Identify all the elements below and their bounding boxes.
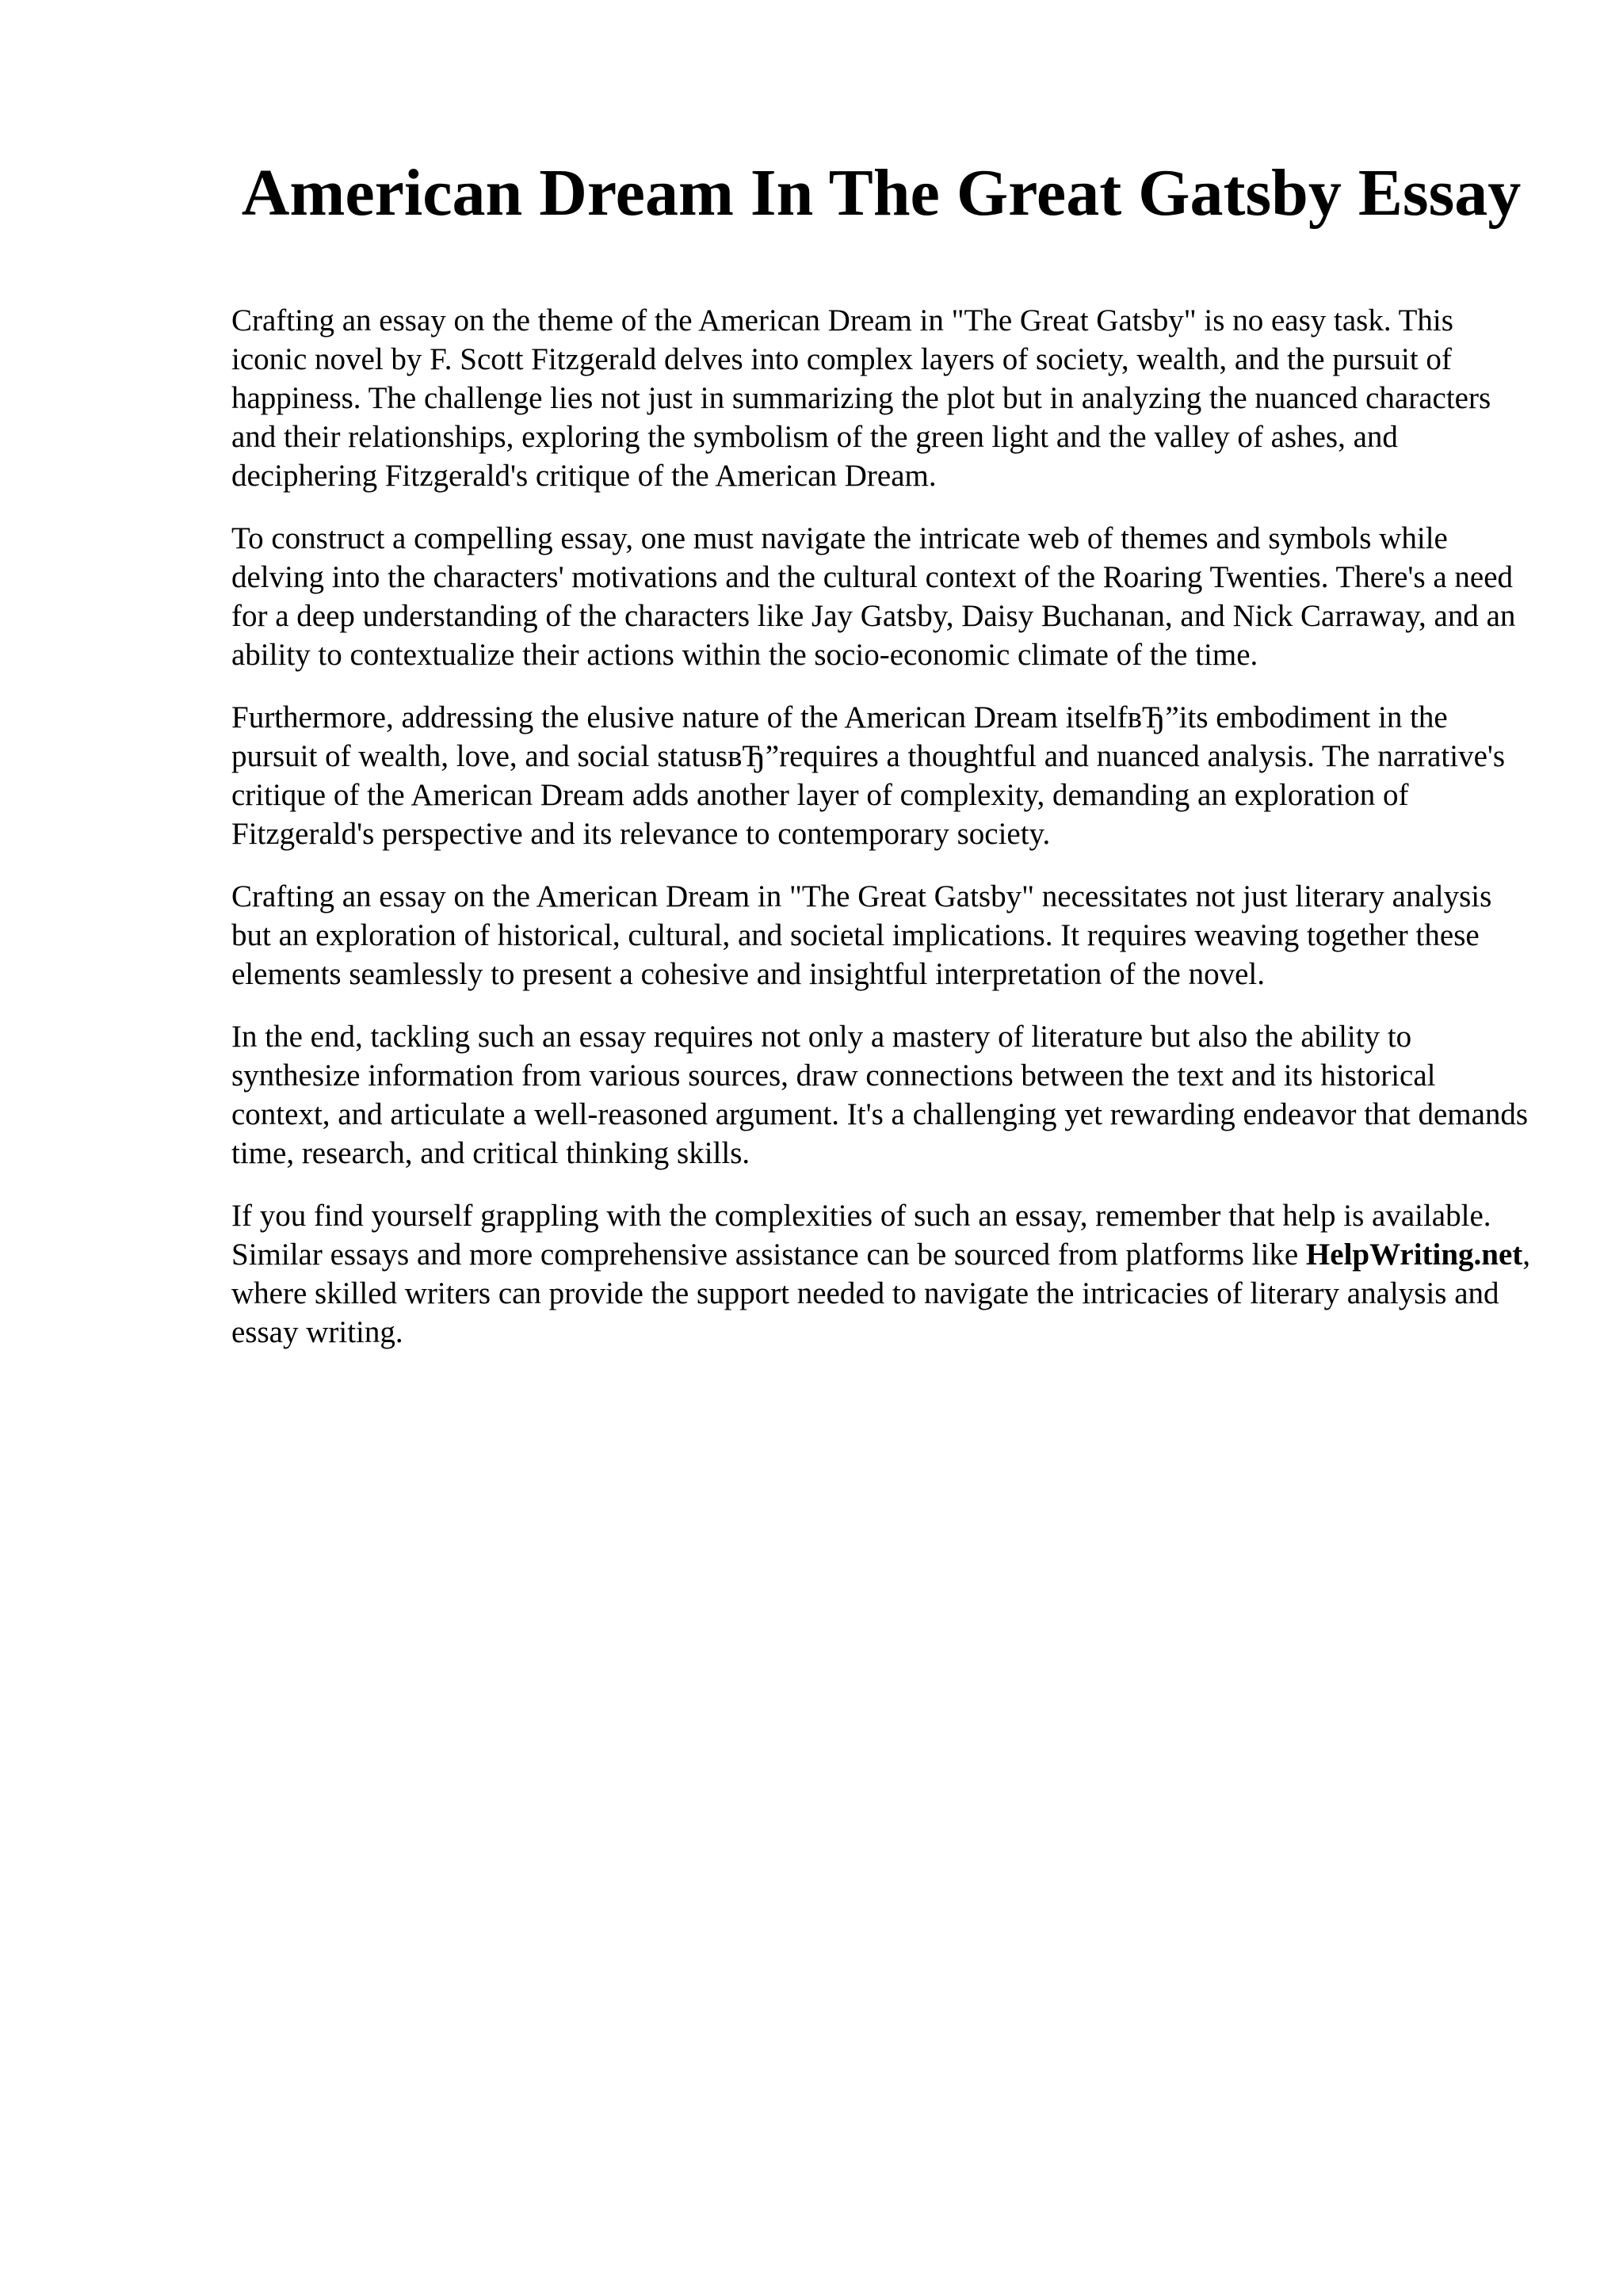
paragraph-6-text-start: If you find yourself grappling with the complexities of such an essay, remember that help is available. Similar essays and more comprehensive assistance can be sourced from platforms like (231, 1199, 1491, 1272)
paragraph-6 (231, 1196, 1531, 1352)
essay-body (231, 301, 1531, 1375)
paragraph-5: In the end, tackling such an essay requires not only a mastery of literature but also the ability to synthesize information from various sources, draw connections between the text and its historical context, and articulate a well-reasoned argument. It's a challenging yet rewarding endeavor that demands time, research, and critical thinking skills. (231, 1020, 1529, 1170)
page-title: American Dream In The Great Gatsby Essay (241, 156, 1522, 230)
paragraph-2: To construct a compelling essay, one must navigate the intricate web of themes and symbols while delving into the characters' motivations and the cultural context of the Roaring Twenties. There's a need for a deep understanding of the characters like Jay Gatsby, Daisy Buchanan, and Nick Carraway, and an ability to contextualize their actions within the socio-economic climate of the time. (231, 521, 1516, 672)
paragraph-4: Crafting an essay on the American Dream in "The Great Gatsby" necessitates not just literary analysis but an exploration of historical, cultural, and societal implications. It requires weaving together these elements seamlessly to present a cohesive and insightful interpretation of the novel. (231, 879, 1492, 991)
helpwriting-link[interactable]: HelpWriting.net (1305, 1238, 1523, 1272)
paragraph-1: Crafting an essay on the theme of the American Dream in "The Great Gatsby" is no easy task. This iconic novel by F. Scott Fitzgerald delves into complex layers of society, wealth, and the pursuit of happiness. The challenge lies not just in summarizing the plot but in analyzing the nuanced characters and their relationships, exploring the symbolism of the green light and the valley of ashes, and deciphering Fitzgerald's critique of the American Dream. (231, 303, 1491, 493)
paragraph-6-text-end: , where skilled writers can provide the support needed to navigate the intricacies of literary analysis and essay writing. (231, 1238, 1531, 1349)
paragraph-3: Furthermore, addressing the elusive nature of the American Dream itselfвЂ”its embodiment in the pursuit of wealth, love, and social statusвЂ”requires a thoughtful and nuanced analysis. The narrative's critique of the American Dream adds another layer of complexity, demanding an exploration of Fitzgerald's perspective and its relevance to contemporary society. (231, 700, 1506, 851)
